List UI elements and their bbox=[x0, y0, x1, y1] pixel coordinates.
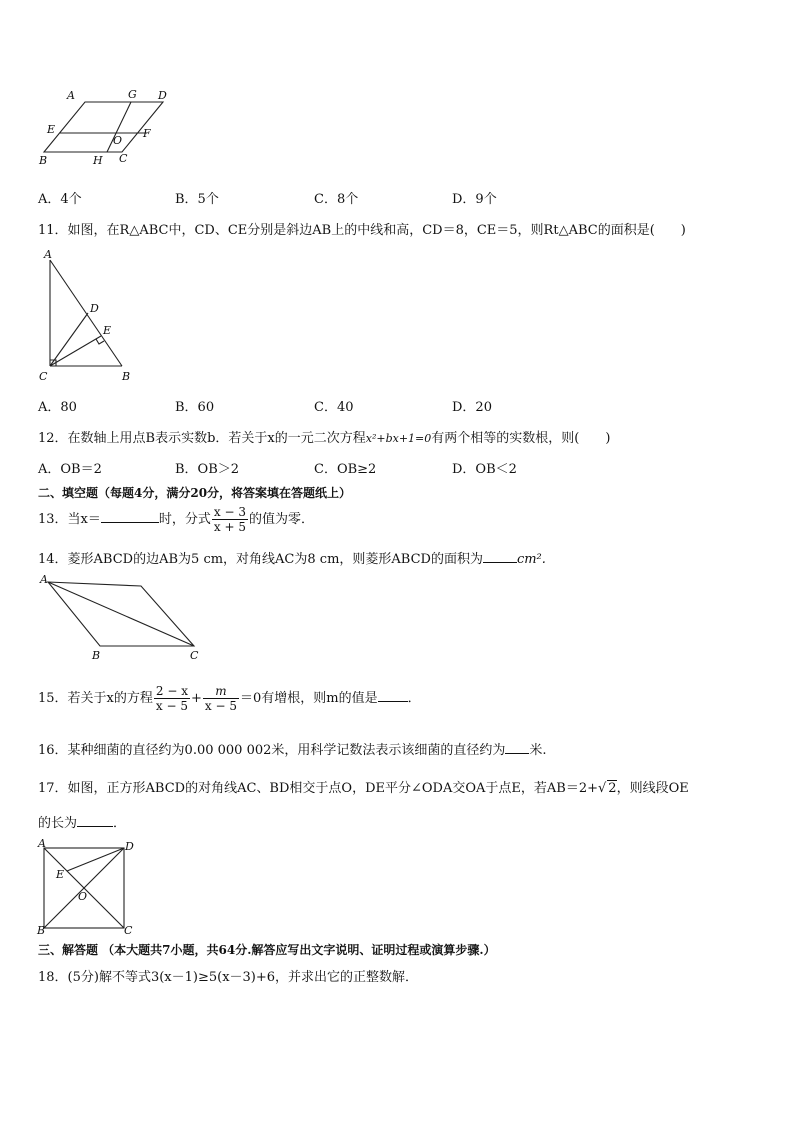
q18-text: 18．(5分)解不等式3(x－1)≥5(x－3)+6，并求出它的正整数解． bbox=[38, 970, 419, 985]
q13-denominator: x + 5 bbox=[213, 520, 246, 534]
label-B: B bbox=[122, 370, 131, 383]
q10-option-d: D．9个 bbox=[452, 192, 497, 207]
label-H: H bbox=[93, 154, 103, 167]
label-C: C bbox=[119, 152, 128, 165]
q12-option-c: C．OB≥2 bbox=[314, 462, 377, 477]
label-A: A bbox=[38, 838, 46, 850]
label-B: B bbox=[37, 924, 46, 937]
q12-option-a: A．OB＝2 bbox=[38, 462, 102, 477]
q15-suffix: ＝0有增根，则m的值是 bbox=[239, 691, 378, 706]
q17-text-end: ，则线段OE bbox=[616, 781, 689, 796]
q17-radicand: 2 bbox=[608, 781, 617, 796]
rhombus-figure bbox=[36, 570, 206, 665]
label-O: O bbox=[78, 890, 88, 903]
q12-text bbox=[38, 427, 610, 446]
label-E: E bbox=[47, 123, 56, 136]
q11-option-c: C．40 bbox=[314, 400, 354, 415]
q13-numerator: x − 3 bbox=[213, 505, 246, 519]
label-D: D bbox=[125, 840, 134, 853]
label-F: F bbox=[143, 127, 151, 140]
q15-denominator-1: x − 5 bbox=[155, 699, 188, 713]
q17-answer-blank bbox=[77, 826, 113, 827]
section-2-heading: 二、填空题（每题4分，满分20分，将答案填在答题纸上） bbox=[38, 486, 352, 500]
q15-end: ． bbox=[407, 691, 421, 706]
label-E: E bbox=[56, 868, 65, 881]
label-B: B bbox=[39, 154, 48, 167]
q13 bbox=[38, 505, 314, 534]
q13-answer-blank bbox=[101, 522, 159, 523]
q13-fraction bbox=[212, 505, 248, 534]
q17-sqrt-sign: √ bbox=[597, 781, 607, 796]
q16-text: 16．某种细菌的直径约为0.00 000 002米，用科学记数法表示该细菌的直径约为 bbox=[38, 743, 506, 758]
q12-option-d: D．OB＜2 bbox=[452, 462, 517, 477]
q15-numerator-1: 2 − x bbox=[155, 684, 188, 698]
q16 bbox=[38, 739, 547, 758]
q14-unit: cm². bbox=[516, 552, 546, 567]
q12-equation: x²+bx+1=0 bbox=[365, 432, 432, 445]
label-O: O bbox=[113, 134, 123, 147]
q15-plus: + bbox=[190, 691, 202, 706]
q14-answer-blank bbox=[483, 562, 517, 563]
q11-text: 11．如图，在R△ABC中，CD、CE分别是斜边AB上的中线和高，CD＝8，CE＝5，则Rt△ABC的面积是( ) bbox=[38, 223, 686, 238]
label-C: C bbox=[39, 370, 48, 383]
label-A: A bbox=[44, 248, 52, 261]
q15-numerator-2: m bbox=[203, 684, 239, 699]
label-C: C bbox=[190, 649, 199, 662]
q13-prefix: 13．当x＝ bbox=[38, 512, 101, 527]
q15-prefix: 15．若关于x的方程 bbox=[38, 691, 153, 706]
q15-fraction-1 bbox=[154, 684, 190, 713]
q10-option-a: A．4个 bbox=[38, 192, 82, 207]
q11-option-d: D．20 bbox=[452, 400, 492, 415]
label-E: E bbox=[103, 324, 112, 337]
label-D: D bbox=[158, 89, 167, 102]
label-B: B bbox=[92, 649, 101, 662]
q13-mid: 时，分式 bbox=[158, 512, 211, 527]
q14 bbox=[38, 548, 546, 567]
label-A: A bbox=[40, 573, 48, 586]
q16-answer-blank bbox=[505, 753, 529, 754]
q17-line-2 bbox=[38, 812, 126, 831]
q12-text-a: 12．在数轴上用点B表示实数b．若关于x的一元二次方程 bbox=[38, 431, 366, 446]
label-A: A bbox=[67, 89, 75, 102]
q10-option-c: C．8个 bbox=[314, 192, 359, 207]
square-figure bbox=[34, 838, 139, 938]
q10-option-b: B．5个 bbox=[175, 192, 219, 207]
q15-denominator-2: x − 5 bbox=[204, 699, 237, 713]
q12-option-b: B．OB＞2 bbox=[175, 462, 240, 477]
parallelogram-figure bbox=[30, 84, 180, 170]
label-G: G bbox=[128, 88, 137, 101]
q14-text: 14．菱形ABCD的边AB为5 cm，对角线AC为8 cm，则菱形ABCD的面积为 bbox=[38, 552, 483, 567]
q15 bbox=[38, 684, 421, 713]
q11-option-a: A．80 bbox=[38, 400, 77, 415]
q13-suffix: 的值为零． bbox=[248, 512, 314, 527]
q12-text-b: 有两个相等的实数根，则( ) bbox=[431, 431, 611, 446]
q15-answer-blank bbox=[378, 701, 408, 702]
q17-line-2-end: ． bbox=[113, 816, 127, 831]
section-3-heading: 三、解答题 （本大题共7小题，共64分.解答应写出文字说明、证明过程或演算步骤.） bbox=[38, 943, 496, 957]
q17-line-2-text: 的长为 bbox=[38, 816, 78, 831]
q17-text: 17．如图，正方形ABCD的对角线AC、BD相交于点O，DE平分∠ODA交OA于点E，若AB＝2+ bbox=[38, 781, 598, 796]
right-triangle-figure bbox=[36, 246, 146, 386]
label-C: C bbox=[124, 924, 133, 937]
label-D: D bbox=[90, 302, 99, 315]
q11-option-b: B．60 bbox=[175, 400, 215, 415]
q16-end: 米. bbox=[529, 743, 547, 758]
q15-fraction-2 bbox=[203, 684, 239, 713]
q17-line-1 bbox=[38, 777, 689, 796]
